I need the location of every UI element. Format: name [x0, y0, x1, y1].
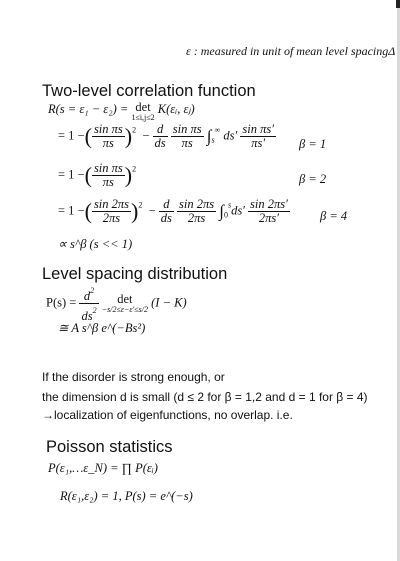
correlation-beta1-expr: = 1 −( $\frac{\text{sin πs}}{\pi s}$ )$^2$ − $\frac{d}{ds}$ $\frac{\text{sin πs}}{\pi s}$ $\int_s^\infty$ ds′ $\frac{\text{sin πs′}}{\pi s'}$: [58, 122, 274, 150]
beta1-label: β = 1: [299, 137, 327, 151]
page-corner-mark: [396, 0, 400, 8]
second-derivative: $\frac{d^2}{ds^2}$: [81, 286, 97, 323]
spacing-det-arg: (I − K): [151, 295, 187, 310]
correlation-heading: Two-level correlation function: [42, 82, 256, 100]
det-operator: [131, 101, 154, 122]
beta4-label: β = 4: [320, 209, 348, 223]
spacing-lhs: P(s) =: [46, 295, 80, 310]
correlation-beta4-expr: = 1 −( $\frac{\sin 2\pi s}{2\pi s}$ )$^2$ − $\frac{d}{ds}$ $\frac{\sin 2\pi s}{2\pi s}$ $\int_0^sds'$ $\frac{\sin 2\pi s'}{2\pi s'}$: [58, 197, 288, 225]
poisson-correlation: R(ε₁,ε₂) = 1, P(s) = e^(−s): [60, 489, 193, 503]
spacing-det-subscript: −s/2≤ε−ε′≤s/2: [101, 305, 149, 314]
disorder-line-2: the dimension d is small (d ≤ 2 for β = 1,2 and d = 1 for β = 4): [42, 390, 368, 404]
poisson-heading: Poisson statistics: [46, 438, 173, 456]
spacing-det-operator: [102, 293, 148, 314]
correlation-definition: [48, 101, 195, 122]
units-note: [186, 44, 395, 59]
det-subscript: 1≤i,j≤2: [131, 113, 155, 122]
spacing-heading: Level spacing distribution: [42, 265, 228, 283]
beta2-label: β = 2: [299, 172, 327, 186]
spacing-det-label: det: [117, 292, 133, 306]
units-note-text: ε : measured in unit of mean level spacingΔ: [186, 44, 396, 58]
correlation-lhs: R(s = ε₁ − ε₂) =: [48, 102, 132, 116]
det-label: det: [135, 100, 151, 114]
poisson-distribution: P(ε₁,…ε_N) = ∏ P(εᵢ): [48, 461, 158, 475]
spacing-approximation: ≅ A s^β e^(−Bs²): [58, 321, 146, 335]
small-s-approximation: ∝ s^β (s << 1): [58, 237, 133, 251]
disorder-line-3: →localization of eigenfunctions, no overlap. i.e.: [42, 408, 293, 422]
page-bottom-margin: [0, 530, 400, 561]
spacing-definition: [46, 284, 187, 323]
disorder-line-1: If the disorder is strong enough, or: [42, 370, 225, 384]
correlation-det-arg: K(εᵢ, εⱼ): [157, 102, 195, 116]
correlation-beta2-expr: = 1 −( $\frac{\text{sin πs}}{\pi s}$ )$^2$: [58, 161, 137, 189]
